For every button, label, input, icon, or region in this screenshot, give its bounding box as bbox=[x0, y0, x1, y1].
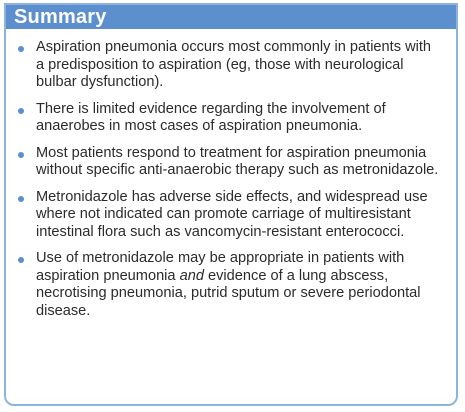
bullet-icon bbox=[18, 108, 24, 114]
summary-panel bbox=[4, 3, 458, 406]
summary-item-4 bbox=[18, 189, 440, 242]
summary-item-text: Metronidazole has adverse side effects, and widespread use where not indicated can promote carriage of multiresistant intestinal flora such as vancomycin-resistant enterococci. bbox=[36, 188, 428, 240]
summary-item-text bbox=[36, 250, 440, 320]
summary-item-1 bbox=[18, 39, 440, 92]
summary-item-text: There is limited evidence regarding the involvement of anaerobes in most cases of aspiration pneumonia. bbox=[36, 100, 386, 134]
bullet-icon bbox=[18, 46, 24, 52]
summary-item-emphasis: and bbox=[179, 267, 204, 284]
summary-item-text-before: Use of metronidazole may be appropriate in patients with aspiration pneumonia bbox=[36, 250, 405, 284]
summary-item-3 bbox=[18, 145, 440, 180]
bullet-icon bbox=[18, 152, 24, 158]
summary-list bbox=[6, 29, 456, 320]
summary-item-2 bbox=[18, 101, 440, 136]
summary-item-5 bbox=[18, 250, 440, 320]
bullet-icon bbox=[18, 257, 24, 263]
summary-item-text: Most patients respond to treatment for aspiration pneumonia without specific anti-anaerobic therapy such as metronidazole. bbox=[36, 144, 439, 178]
bullet-icon bbox=[18, 196, 24, 202]
summary-item-text: Aspiration pneumonia occurs most commonly in patients with a predisposition to aspiration (eg, those with neurological bulbar dysfunction). bbox=[36, 39, 432, 90]
summary-item-text-after: evidence of a lung abscess, necrotising pneumonia, putrid sputum or severe periodontal disease. bbox=[36, 267, 421, 319]
summary-title: Summary bbox=[14, 6, 107, 28]
summary-header bbox=[6, 5, 456, 29]
